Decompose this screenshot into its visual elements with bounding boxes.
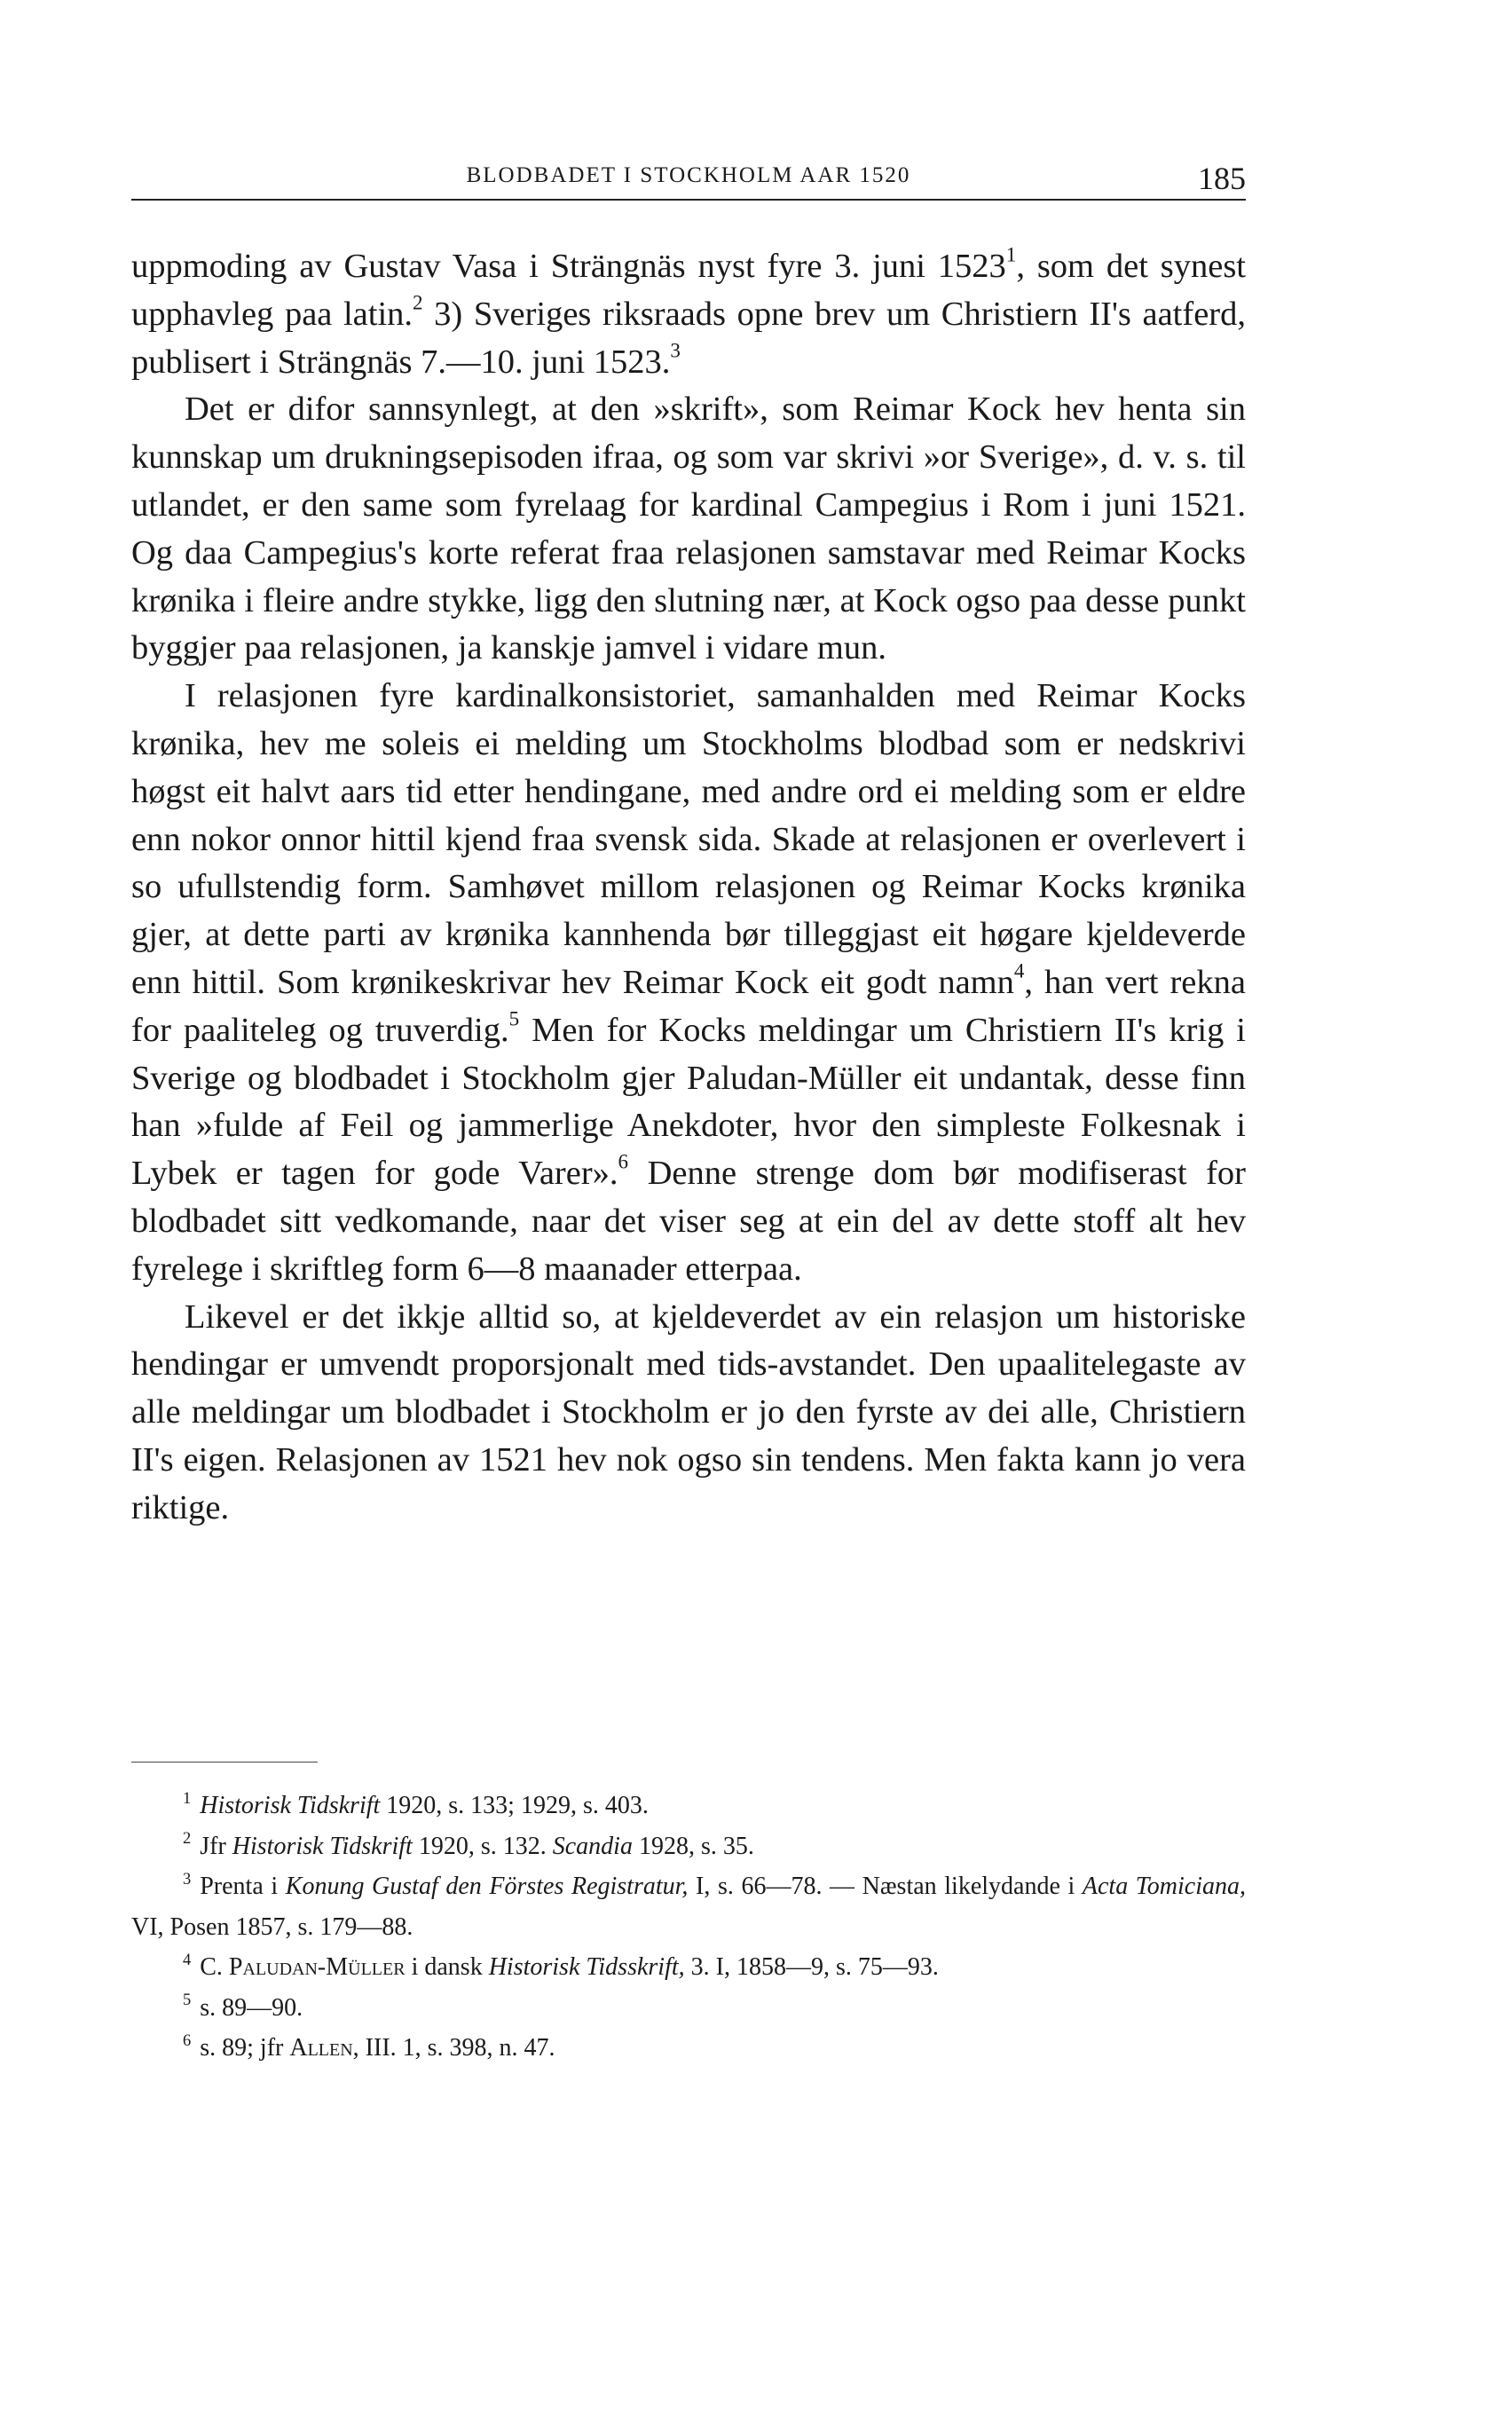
footnote-5: $^5$ s. 89—90. bbox=[183, 1991, 303, 2022]
footnote-ref-6[interactable]: 6 bbox=[618, 1149, 629, 1173]
paragraph-1: uppmoding av Gustav Vasa i Strängnäs nyst fyre 3. juni 1523$^1$, som det synest upphavleg paa latin.$^2$ 3) Sveriges riksraads opne brev um Christiern II's aatferd, publisert i Strängnäs 7.—10. juni 1523.$^3$ bbox=[131, 242, 1246, 381]
footnote-1: $^1$ Historisk Tidskrift 1920, s. 133; 1929, s. 403. bbox=[183, 1788, 649, 1819]
page-number: 185 bbox=[1198, 161, 1246, 196]
paragraph-3: I relasjonen fyre kardinalkonsistoriet, samanhalden med Reimar Kocks krønika, hev me soleis ei melding um Stockholms blodbad som er nedskrivi høgst eit halvt aars tid etter hendingane, med andre ord ei melding som er eldre enn nokor onnor hittil kjend fraa svensk sida. Skade at relasjonen er overlevert i so ufullstendig form. Samhøvet millom relasjonen og Reimar Kocks krønika gjer, at dette parti av krønika kannhenda bør tilleggjast eit høgare kjeldeverde enn hittil. Som krønikeskrivar hev Reimar Kock eit godt namn$^4$, han vert rekna for paaliteleg og truverdig.$^5$ Men for Kocks meldingar um Christiern II's krig i Sverige og blodbadet i Stockholm gjer Paludan-Müller eit undantak, desse finn han »fulde af Feil og jammerlige Anekdoter, hvor den simpleste Folkesnak i Lybek er tagen for gode Varer».$^6$ Denne strenge dom bør modifiserast for blodbadet sitt vedkomande, naar det viser seg at ein del av dette stoff alt hev fyrelege i skriftleg form 6—8 maanader etterpaa. bbox=[131, 677, 1247, 1288]
paragraph-4: Likevel er det ikkje alltid so, at kjeldeverdet av ein relasjon um historiske hendingar er umvendt proporsjonalt med tids-avstandet. Den upaalitelegaste av alle meldingar um blodbadet i Stockholm er jo den fyrste av dei alle, Christiern II's eigen. Relasjonen av 1521 hev nok ogso sin tendens. Men fakta kann jo vera riktige. bbox=[131, 1297, 1246, 1526]
footnote-divider bbox=[131, 1762, 318, 1763]
footnote-ref-3[interactable]: 3 bbox=[670, 338, 681, 362]
footnote-ref-5[interactable]: 5 bbox=[508, 1006, 520, 1030]
footnote-ref-4[interactable]: 4 bbox=[1013, 958, 1025, 982]
body-text bbox=[131, 243, 1246, 1533]
footnote-6: $^6$ s. 89; jfr Allen, III. 1, s. 398, n. 47. bbox=[183, 2031, 555, 2062]
footnote-4: $^4$ C. Paludan-Müller i dansk Historisk Tidsskrift, 3. I, 1858—9, s. 75—93. bbox=[183, 1950, 939, 1981]
footnote-2: $^2$ Jfr Historisk Tidskrift 1920, s. 132. Scandia 1928, s. 35. bbox=[183, 1829, 754, 1860]
paragraph-2: Det er difor sannsynlegt, at den »skrift», som Reimar Kock hev henta sin kunnskap um drukningsepisoden ifraa, og som var skrivi »or Sverige», d. v. s. til utlandet, er den same som fyrelaag for kardinal Campegius i Rom i juni 1521. Og daa Campegius's korte referat fraa relasjonen samstavar med Reimar Kocks krønika i fleire andre stykke, ligg den slutning nær, at Kock ogso paa desse punkt byggjer paa relasjonen, ja kanskje jamvel i vidare mun. bbox=[131, 390, 1246, 667]
footnote-ref-1[interactable]: 1 bbox=[1005, 242, 1017, 266]
page-header bbox=[131, 156, 1246, 201]
footnote-ref-2[interactable]: 2 bbox=[413, 290, 423, 314]
footnotes bbox=[131, 1786, 1246, 2069]
footnote-3: $^3$ Prenta i Konung Gustaf den Förstes Registratur, I, s. 66—78. — Næstan likelydande i Acta Tomiciana, VI, Posen 1857, s. 179—88. bbox=[131, 1869, 1247, 1941]
running-head: BLODBADET I STOCKHOLM AAR 1520 bbox=[466, 163, 911, 187]
